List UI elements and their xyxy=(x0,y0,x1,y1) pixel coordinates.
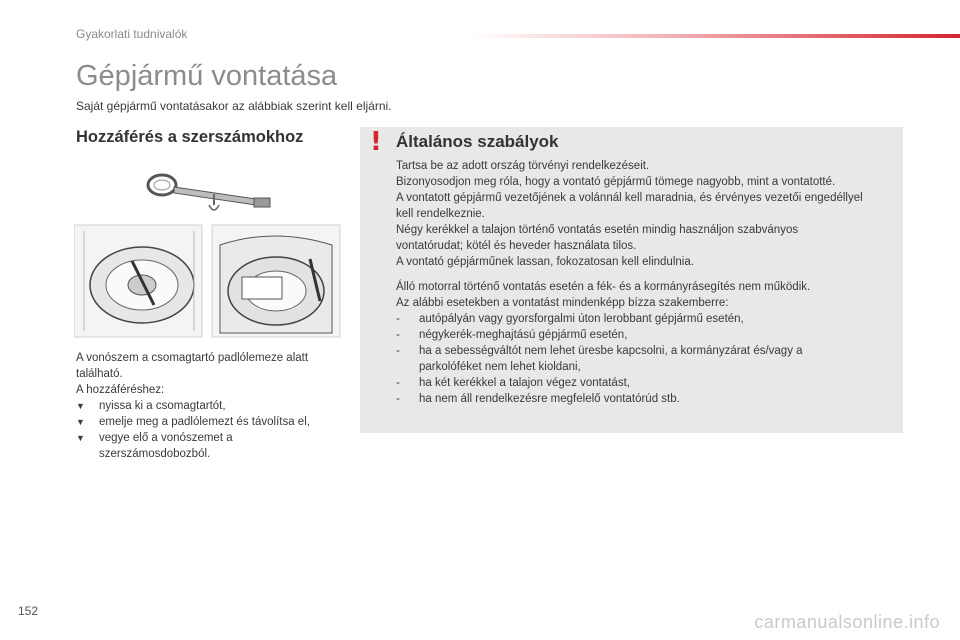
header-accent-line xyxy=(470,34,960,38)
list-item xyxy=(76,414,338,430)
item-line: négykerék-meghajtású gépjármű esetén, xyxy=(419,329,628,341)
list-item xyxy=(396,327,896,343)
text-line: A vonószem a csomagtartó padlólemeze alatt xyxy=(76,352,309,364)
dash-bullet: - xyxy=(396,329,400,341)
cases-list xyxy=(396,311,896,407)
steps-list xyxy=(76,398,338,462)
list-item xyxy=(396,391,896,407)
tools-access-heading: Hozzáférés a szerszámokhoz xyxy=(76,128,304,146)
bullet-line: nyissa ki a csomagtartót, xyxy=(99,400,226,412)
intro-text: Saját gépjármű vontatásakor az alábbiak szerint kell eljárni. xyxy=(76,99,392,113)
list-item xyxy=(76,430,338,462)
general-rules-text xyxy=(396,158,896,407)
text-line: kell rendelkeznie. xyxy=(396,208,485,220)
dash-bullet: - xyxy=(396,345,400,357)
trunk-floor-photo-left xyxy=(74,225,202,337)
exclamation-icon: ! xyxy=(370,127,382,157)
bullet-line: emelje meg a padlólemezt és távolítsa el, xyxy=(99,416,310,428)
list-item xyxy=(396,375,896,391)
page-number: 152 xyxy=(18,604,39,618)
towing-eye-illustration xyxy=(74,165,342,341)
text-line: található. xyxy=(76,368,123,380)
watermark: carmanualsonline.info xyxy=(754,612,940,632)
bullet-line: vegye elő a vonószemet a xyxy=(99,432,233,444)
general-rules-heading: Általános szabályok xyxy=(396,132,559,151)
arrow-bullet-icon: ▼ xyxy=(76,401,85,411)
item-line: ha két kerékkel a talajon végez vontatást, xyxy=(419,377,630,389)
text-line: A vontató gépjárműnek lassan, fokozatosan kell elindulnia. xyxy=(396,256,694,268)
trunk-floor-photo-right xyxy=(212,225,340,337)
item-line: ha a sebességváltót nem lehet üresbe kapcsolni, a kormányzárat és/vagy a xyxy=(419,345,803,357)
tools-access-text xyxy=(76,350,338,462)
dash-bullet: - xyxy=(396,393,400,405)
text-line: Tartsa be az adott ország törvényi rendelkezéseit. xyxy=(396,160,650,172)
text-line: Négy kerékkel a talajon történő vontatás esetén mindig használjon szabványos xyxy=(396,224,799,236)
arrow-bullet-icon: ▼ xyxy=(76,417,85,427)
item-line: autópályán vagy gyorsforgalmi úton lerobbant gépjármű esetén, xyxy=(419,313,744,325)
item-line: ha nem áll rendelkezésre megfelelő vontatórúd stb. xyxy=(419,393,680,405)
section-label: Gyakorlati tudnivalók xyxy=(76,27,188,41)
text-line: Bizonyosodjon meg róla, hogy a vontató gépjármű tömege nagyobb, mint a vontatotté. xyxy=(396,176,836,188)
dash-bullet: - xyxy=(396,313,400,325)
arrow-bullet-icon: ▼ xyxy=(76,433,85,443)
text-line: A vontatott gépjármű vezetőjének a volánnál kell maradnia, és érvényes vezetői engedéllyel xyxy=(396,192,863,204)
text-line: A hozzáféréshez: xyxy=(76,384,165,396)
list-item xyxy=(76,398,338,414)
list-item xyxy=(396,311,896,327)
paragraph-gap xyxy=(396,270,896,279)
bullet-line: szerszámosdobozból. xyxy=(99,448,211,460)
list-item xyxy=(396,343,896,375)
text-line: Az alábbi esetekben a vontatást mindenképp bízza szakemberre: xyxy=(396,297,729,309)
text-line: Álló motorral történő vontatás esetén a fék- és a kormányrásegítés nem működik. xyxy=(396,281,811,293)
text-line: vontatórudat; kötél és heveder használata tilos. xyxy=(396,240,637,252)
towing-eye-icon xyxy=(148,175,270,210)
dash-bullet: - xyxy=(396,377,400,389)
item-line: parkolóféket nem lehet kioldani, xyxy=(419,361,581,373)
page-title: Gépjármű vontatása xyxy=(76,60,338,92)
